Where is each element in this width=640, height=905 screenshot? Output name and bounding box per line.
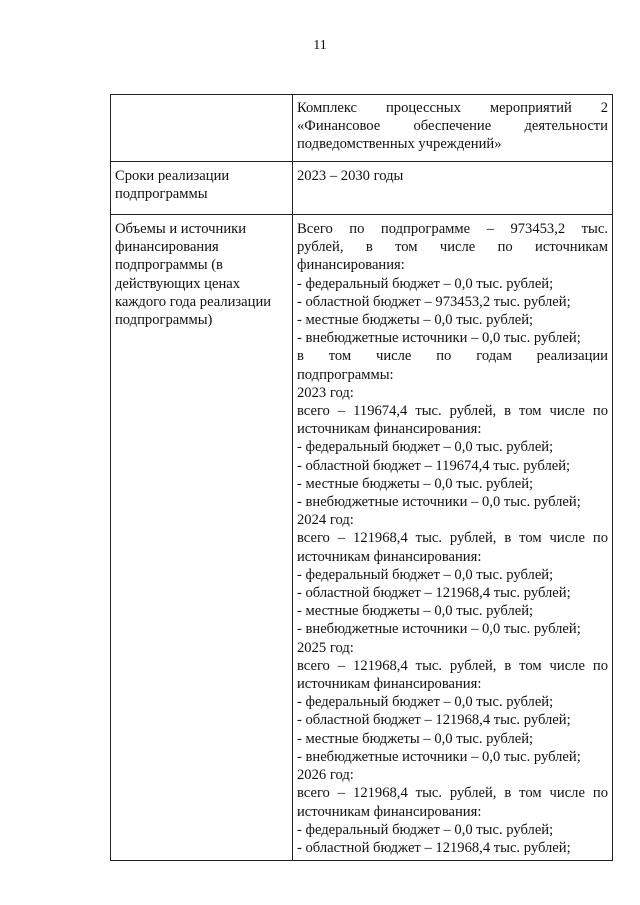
funding-detail-line: подпрограммы: <box>297 366 394 383</box>
funding-detail-line: - областной бюджет – 121968,4 тыс. рублей; <box>297 585 571 602</box>
period-label-line-2: подпрограммы <box>115 186 208 203</box>
funding-detail-line: - внебюджетные источники – 0,0 тыс. рублей; <box>297 494 581 511</box>
period-label-line-1: Сроки реализации <box>115 168 230 184</box>
cell-period-value <box>293 162 613 215</box>
funding-detail-line: в том числе по годам реализации <box>297 348 608 365</box>
funding-detail-line: источникам финансирования: <box>297 676 482 693</box>
funding-detail-line: финансирования: <box>297 257 405 274</box>
funding-detail-line: всего – 121968,4 тыс. рублей, в том числе по <box>297 530 608 547</box>
table-row-period <box>111 162 613 215</box>
complex-line-3: подведомственных учреждений» <box>297 136 502 153</box>
complex-line-2: «Финансовое обеспечение деятельности <box>297 118 608 135</box>
complex-line-1: Комплекс процессных мероприятий 2 <box>297 100 608 116</box>
funding-detail-line: источникам финансирования: <box>297 548 482 565</box>
funding-detail-line: 2023 год: <box>297 384 354 401</box>
funding-detail-line: - областной бюджет – 119674,4 тыс. рублей; <box>297 457 571 474</box>
funding-detail-line: - местные бюджеты – 0,0 тыс. рублей; <box>297 312 534 329</box>
funding-detail-line: - внебюджетные источники – 0,0 тыс. рублей; <box>297 621 581 638</box>
funding-label-line-1: Объемы и источники <box>115 221 247 237</box>
funding-detail-line: - федеральный бюджет – 0,0 тыс. рублей; <box>297 275 554 292</box>
cell-empty <box>111 95 293 162</box>
funding-detail-line: - местные бюджеты – 0,0 тыс. рублей; <box>297 603 534 620</box>
funding-detail-line: - внебюджетные источники – 0,0 тыс. рублей; <box>297 330 581 347</box>
funding-detail-line: - федеральный бюджет – 0,0 тыс. рублей; <box>297 566 554 583</box>
funding-detail-line: всего – 121968,4 тыс. рублей, в том числе по <box>297 657 608 674</box>
funding-label-line-6: подпрограммы) <box>115 312 213 329</box>
cell-funding-details <box>293 215 613 861</box>
cell-complex-title <box>293 95 613 162</box>
funding-detail-line: - внебюджетные источники – 0,0 тыс. рублей; <box>297 748 581 765</box>
funding-detail-line: - областной бюджет – 121968,4 тыс. рублей; <box>297 839 571 856</box>
funding-label-line-4: действующих ценах <box>115 275 241 292</box>
cell-funding-label <box>111 215 293 861</box>
funding-detail-line: всего – 121968,4 тыс. рублей, в том числе по <box>297 785 608 802</box>
funding-detail-line: 2025 год: <box>297 639 354 656</box>
funding-detail-line: 2026 год: <box>297 767 354 784</box>
funding-detail-line: 2024 год: <box>297 512 354 529</box>
funding-detail-line: - областной бюджет – 121968,4 тыс. рублей; <box>297 712 571 729</box>
funding-detail-line: источникам финансирования: <box>297 421 482 438</box>
funding-detail-line: всего – 119674,4 тыс. рублей, в том числе по <box>297 403 608 420</box>
funding-label-line-3: подпрограммы (в <box>115 257 223 274</box>
table-row-funding <box>111 215 613 861</box>
funding-detail-line: - местные бюджеты – 0,0 тыс. рублей; <box>297 730 534 747</box>
funding-detail-line: - федеральный бюджет – 0,0 тыс. рублей; <box>297 694 554 711</box>
funding-detail-line: источникам финансирования: <box>297 803 482 820</box>
funding-detail-line: Всего по подпрограмме – 973453,2 тыс. <box>297 221 608 237</box>
table-row-complex <box>111 95 613 162</box>
funding-label-line-5: каждого года реализации <box>115 293 272 310</box>
funding-detail-line: - федеральный бюджет – 0,0 тыс. рублей; <box>297 439 554 456</box>
funding-label-line-2: финансирования <box>115 239 219 256</box>
funding-detail-line: - областной бюджет – 973453,2 тыс. рублей; <box>297 293 571 310</box>
funding-detail-line: рублей, в том числе по источникам <box>297 239 608 256</box>
subprogram-passport-table <box>110 94 613 861</box>
funding-detail-line: - местные бюджеты – 0,0 тыс. рублей; <box>297 475 534 492</box>
page-number: 11 <box>313 38 327 53</box>
period-value: 2023 – 2030 годы <box>297 168 404 184</box>
funding-detail-line: - федеральный бюджет – 0,0 тыс. рублей; <box>297 821 554 838</box>
cell-period-label <box>111 162 293 215</box>
